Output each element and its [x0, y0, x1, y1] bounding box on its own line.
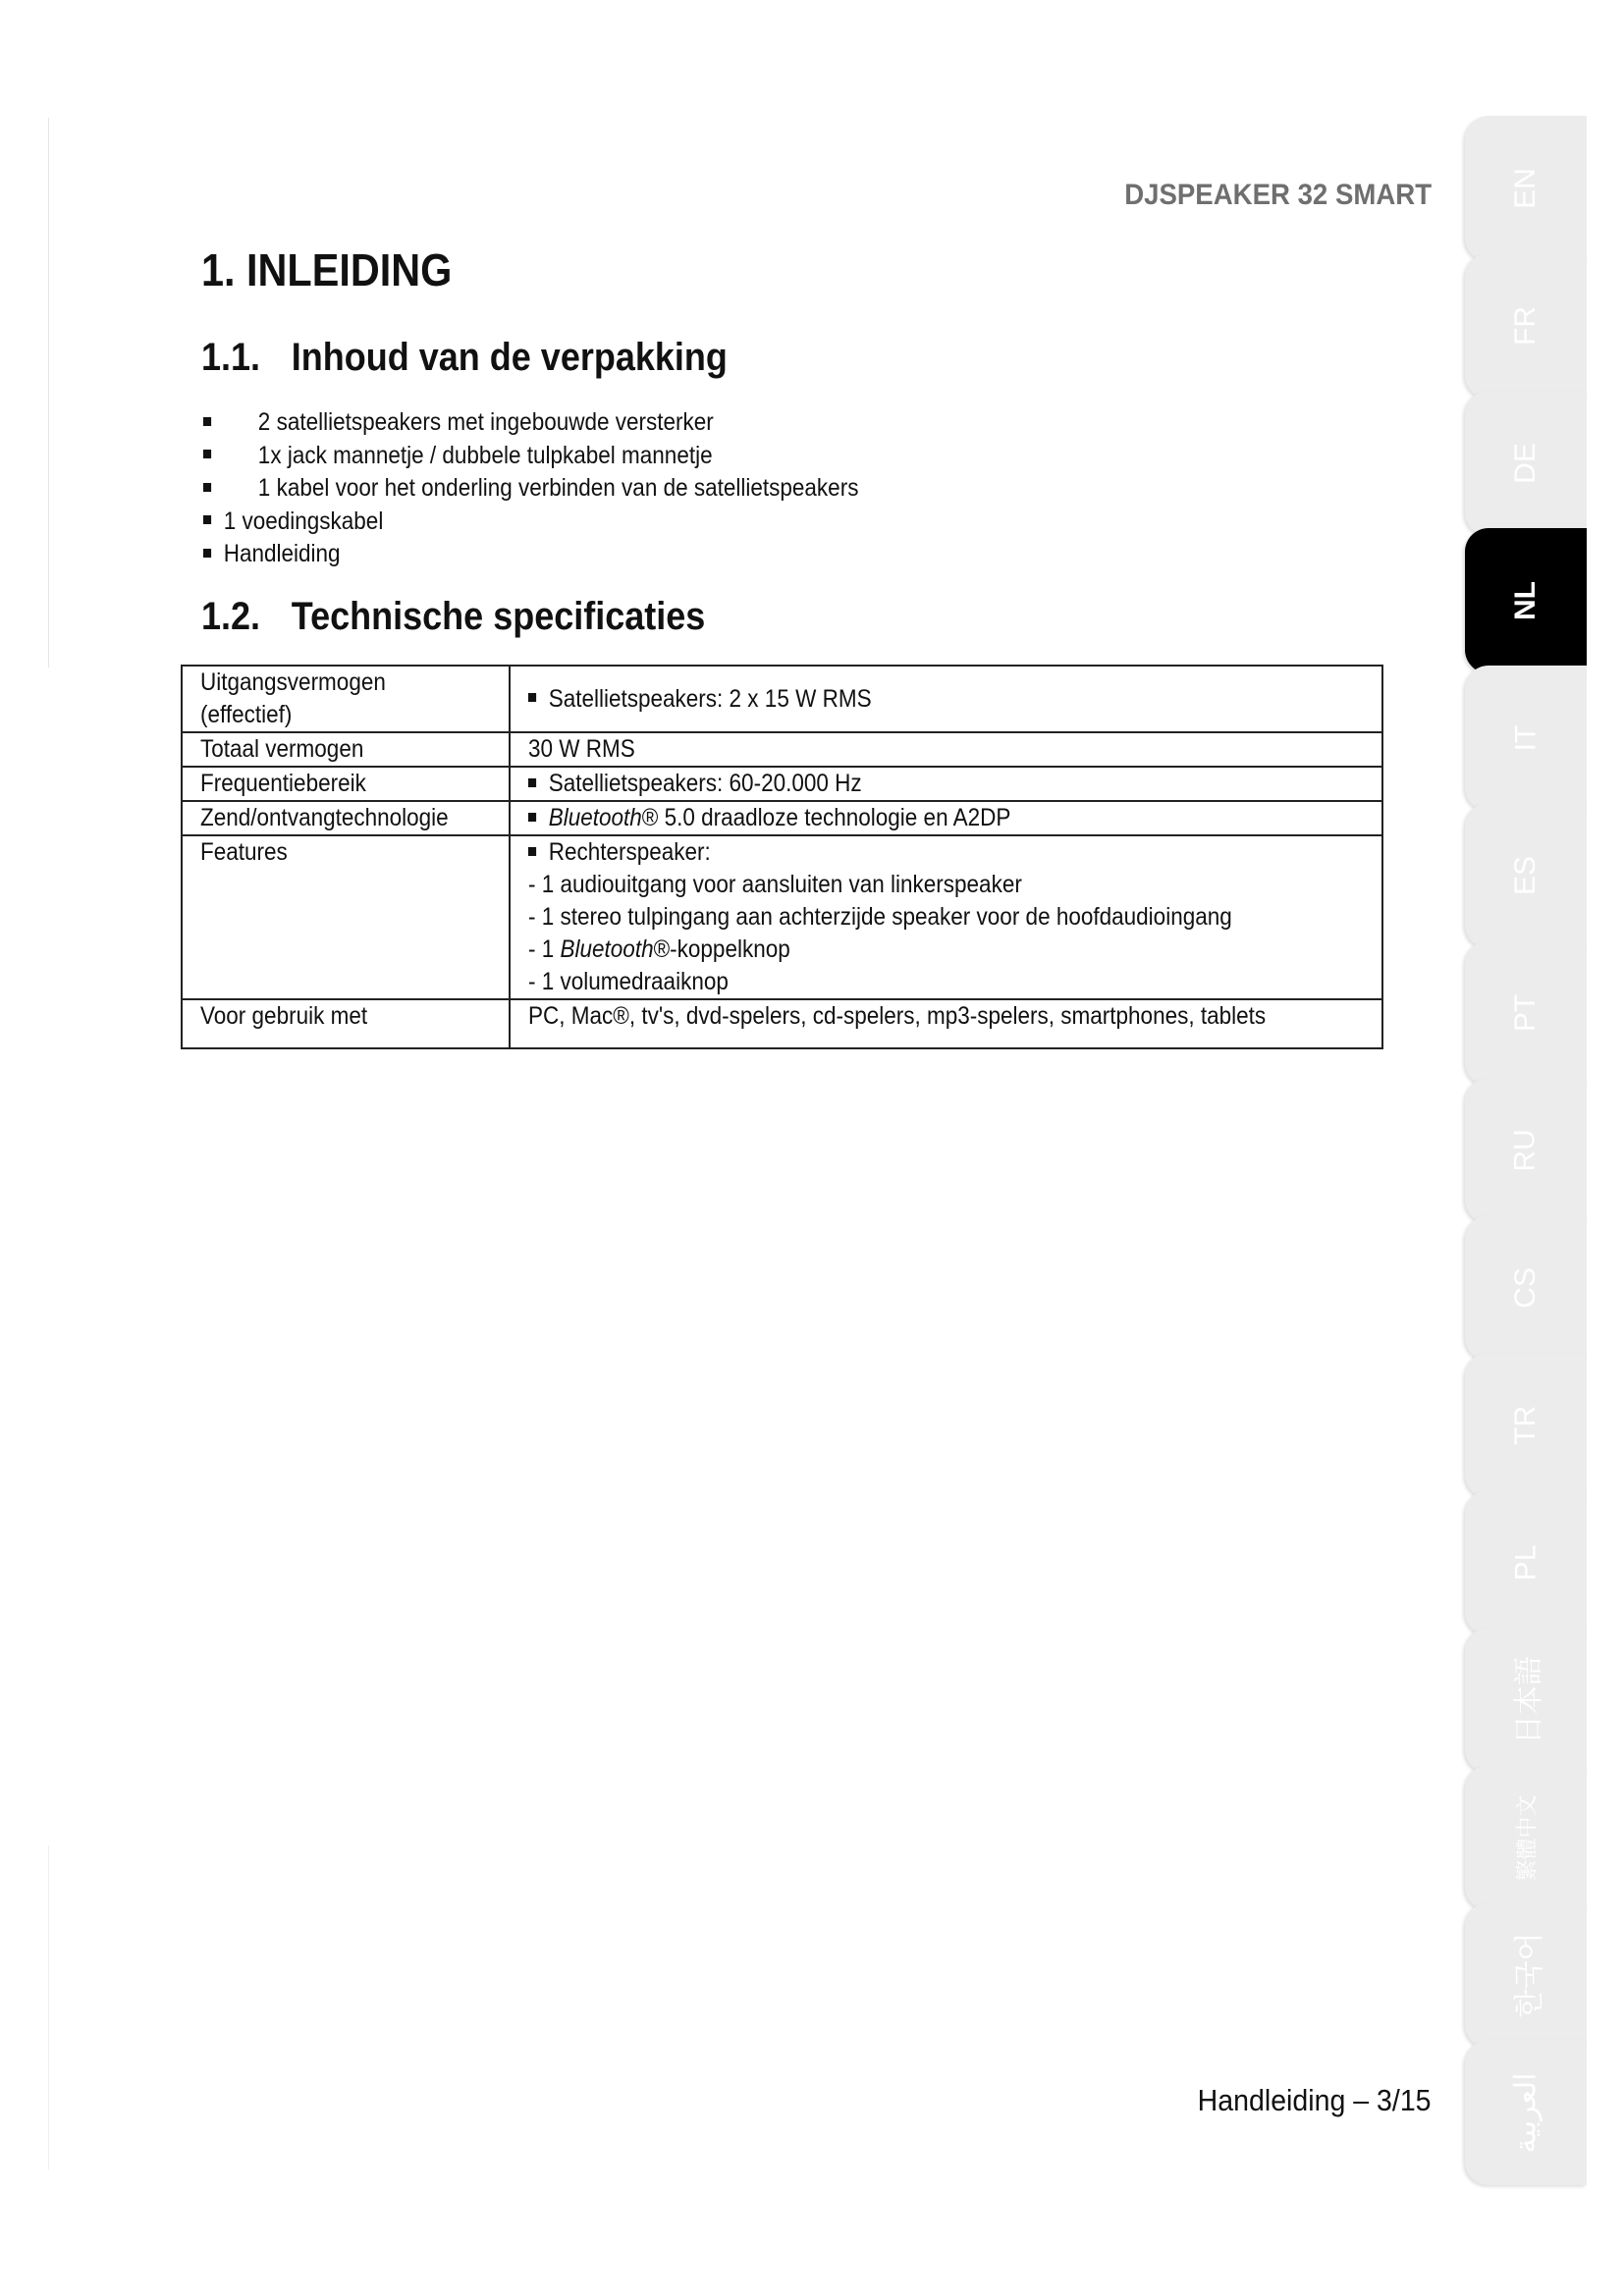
subsection-title: Inhoud van de verpakking — [291, 336, 728, 379]
tab-lang-ru[interactable]: RU — [1465, 1078, 1587, 1223]
list-item: 1 kabel voor het onderling verbinden van de satellietspeakers — [203, 472, 858, 506]
tab-lang-pt[interactable]: PT — [1465, 940, 1587, 1086]
tab-lang-de[interactable]: DE — [1465, 391, 1587, 536]
tab-lang-cs[interactable]: CS — [1465, 1215, 1587, 1361]
bullet-icon — [528, 778, 536, 787]
table-cell-label: Voor gebruik met — [182, 999, 510, 1048]
list-item: 1 voedingskabel — [203, 506, 858, 539]
tab-lang-pl[interactable]: PL — [1465, 1490, 1587, 1635]
bullet-icon — [203, 515, 211, 524]
table-cell-value: Bluetooth® 5.0 draadloze technologie en A2DP — [510, 801, 1382, 835]
bullet-icon — [528, 813, 536, 822]
tab-lang-ar[interactable]: العربية — [1465, 2040, 1587, 2185]
subsection-heading-specs — [201, 595, 705, 639]
bullet-icon — [203, 549, 211, 558]
bullet-icon — [203, 483, 211, 492]
table-cell-value: Satellietspeakers: 2 x 15 W RMS — [510, 666, 1382, 732]
tab-lang-fr[interactable]: FR — [1465, 253, 1587, 399]
list-item: 2 satellietspeakers met ingebouwde versterker — [203, 406, 858, 440]
spec-table — [181, 665, 1383, 1049]
section-heading: 1. INLEIDING — [201, 244, 453, 295]
list-item: Handleiding — [203, 538, 858, 571]
table-row — [182, 767, 1382, 801]
table-cell-label: Totaal vermogen — [182, 732, 510, 767]
page-margin-line — [48, 118, 49, 667]
subsection-title: Technische specificaties — [291, 595, 706, 638]
subsection-number: 1.1. — [201, 336, 261, 379]
table-row — [182, 835, 1382, 999]
tab-lang-ja[interactable]: 日本語 — [1465, 1628, 1587, 1773]
table-cell-value: PC, Mac®, tv's, dvd-spelers, cd-spelers, mp3-spelers, smartphones, tablets — [510, 999, 1382, 1048]
page-margin-line — [48, 1845, 49, 2169]
package-contents-list — [203, 406, 932, 571]
tab-lang-it[interactable]: IT — [1465, 666, 1587, 811]
tab-lang-nl[interactable]: NL — [1465, 528, 1587, 673]
tab-lang-ko[interactable]: 한국어 — [1465, 1902, 1587, 2048]
table-cell-label: Frequentiebereik — [182, 767, 510, 801]
product-header: DJSPEAKER 32 SMART — [1124, 179, 1432, 211]
table-cell-value: Rechterspeaker: - 1 audiouitgang voor aansluiten van linkerspeaker - 1 stereo tulpingang aan achterzijde speaker voor de hoofdaudioingang - 1 Bluetooth®-koppelknop - 1 volumedraaiknop — [510, 835, 1382, 999]
table-cell-label: Uitgangsvermogen (effectief) — [182, 666, 510, 732]
table-cell-label: Zend/ontvangtechnologie — [182, 801, 510, 835]
table-row — [182, 666, 1382, 732]
list-item: 1x jack mannetje / dubbele tulpkabel mannetje — [203, 440, 858, 473]
page-footer: Handleiding – 3/15 — [1198, 2083, 1432, 2117]
table-cell-value: 30 W RMS — [510, 732, 1382, 767]
subsection-number: 1.2. — [201, 595, 261, 638]
bullet-icon — [203, 450, 211, 458]
bullet-icon — [203, 417, 211, 426]
table-cell-label: Features — [182, 835, 510, 999]
table-row — [182, 999, 1382, 1048]
subsection-heading-contents — [201, 336, 728, 380]
table-cell-value: Satellietspeakers: 60-20.000 Hz — [510, 767, 1382, 801]
tab-lang-es[interactable]: ES — [1465, 803, 1587, 948]
tab-lang-zh-tw[interactable]: 繁體中文 — [1465, 1765, 1587, 1910]
tab-lang-en[interactable]: EN — [1465, 116, 1587, 261]
table-row — [182, 801, 1382, 835]
bullet-icon — [528, 847, 536, 856]
bullet-icon — [528, 693, 536, 702]
table-row — [182, 732, 1382, 767]
tab-lang-tr[interactable]: TR — [1465, 1353, 1587, 1498]
